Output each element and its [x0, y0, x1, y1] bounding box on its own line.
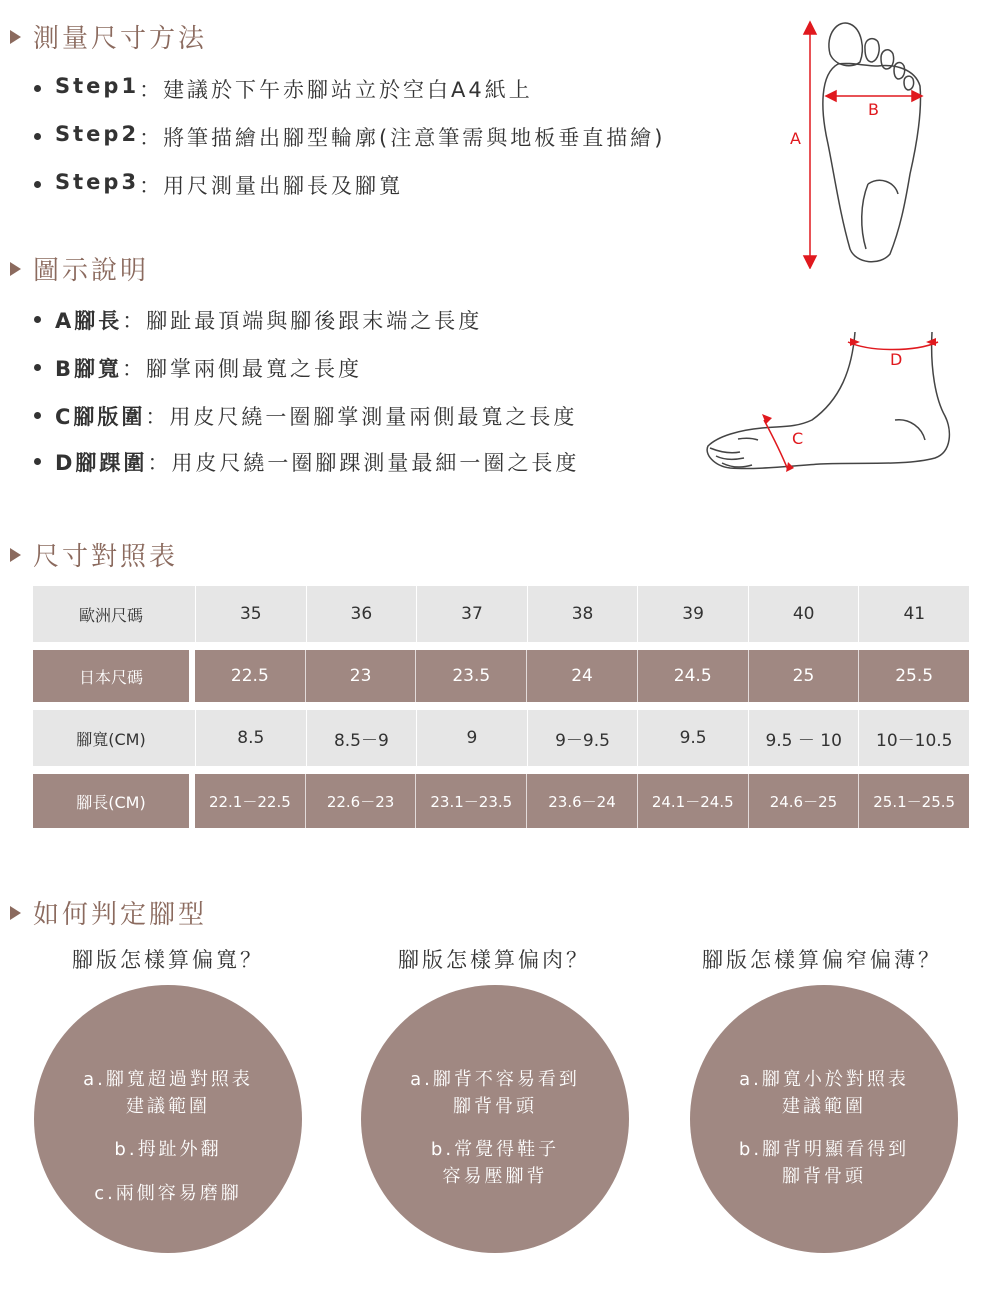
legend-sep: ： [147, 451, 172, 475]
step-label: Step3 [55, 170, 140, 194]
answer-line: a.腳背不容易看到 [410, 1069, 580, 1090]
step-item [34, 74, 533, 104]
answer-line: 容易壓腳背 [442, 1166, 548, 1187]
table-cell: 9.5 [637, 710, 748, 766]
legend-sep: ： [122, 357, 147, 381]
legend-text: 用皮尺繞一圈腳踝測量最細一圈之長度 [171, 451, 580, 475]
foot-side-illustration [700, 320, 960, 480]
answer-line: b.常覺得鞋子 [430, 1139, 560, 1160]
table-row [33, 586, 969, 642]
step-text: 建議於下午赤腳站立於空白A4紙上 [163, 78, 533, 102]
table-cell: 8.5 [195, 710, 306, 766]
answer-line: b.腳背明顯看得到 [738, 1139, 910, 1160]
bullet-dot-icon [34, 364, 41, 371]
table-cell: 24 [526, 650, 637, 702]
legend-label: B腳寬 [55, 357, 123, 381]
section-title-size-chart [10, 536, 178, 573]
table-cell: 23.5 [415, 650, 526, 702]
answer-line: b.拇趾外翻 [114, 1139, 222, 1160]
legend-label: C腳版圍 [55, 405, 146, 429]
table-row [33, 710, 969, 766]
table-cell: 9 [416, 710, 527, 766]
bullet-dot-icon [34, 412, 41, 419]
label-d: D [890, 350, 903, 369]
question-fleshy: 腳版怎樣算偏肉？ [398, 948, 590, 972]
table-cell: 9.5 － 10 [748, 710, 859, 766]
bullet-dot-icon [34, 316, 41, 323]
table-cell: 38 [527, 586, 638, 642]
answer-line: 腳背骨頭 [453, 1096, 537, 1117]
section-title-text: 測量尺寸方法 [33, 24, 208, 54]
row-cells [195, 650, 969, 702]
table-cell: 9－9.5 [527, 710, 638, 766]
answer-line: 建議範圍 [782, 1096, 866, 1117]
answer-circle-narrow [690, 985, 958, 1253]
row-header: 腳長(CM) [33, 774, 189, 828]
table-cell: 24.1－24.5 [637, 774, 748, 828]
table-cell: 23 [305, 650, 416, 702]
table-cell: 10－10.5 [858, 710, 969, 766]
table-cell: 8.5－9 [306, 710, 417, 766]
section-title-legend [10, 250, 149, 287]
triangle-bullet-icon [10, 906, 21, 920]
row-cells [195, 586, 969, 642]
step-sep: ： [139, 126, 164, 150]
table-row [33, 774, 969, 828]
step-text: 用尺測量出腳長及腳寬 [163, 174, 404, 198]
legend-label: A腳長 [55, 309, 123, 333]
answer-circle-fleshy [361, 985, 629, 1253]
label-c: C [792, 429, 804, 448]
legend-text: 腳趾最頂端與腳後跟末端之長度 [146, 309, 483, 333]
table-cell: 35 [195, 586, 306, 642]
section-title-text: 尺寸對照表 [33, 542, 179, 572]
table-cell: 22.1－22.5 [208, 792, 291, 811]
step-item [34, 170, 403, 200]
table-cell: 24.5 [637, 650, 748, 702]
step-sep: ： [139, 174, 164, 198]
step-sep: ： [139, 78, 164, 102]
bullet-dot-icon [34, 181, 41, 188]
legend-text: 用皮尺繞一圈腳掌測量兩側最寬之長度 [169, 405, 578, 429]
triangle-bullet-icon [10, 548, 21, 562]
table-cell: 24.6－25 [748, 774, 859, 828]
triangle-bullet-icon [10, 262, 21, 276]
table-cell: 22.6－23 [305, 774, 416, 828]
step-label: Step1 [55, 74, 140, 98]
label-b: B [868, 100, 879, 119]
legend-text: 腳掌兩側最寬之長度 [146, 357, 363, 381]
answer-line: a.腳寬超過對照表 [83, 1069, 253, 1090]
answer-line: c.兩側容易磨腳 [94, 1183, 242, 1204]
legend-sep: ： [122, 309, 147, 333]
legend-sep: ： [145, 405, 170, 429]
size-table [33, 586, 969, 836]
section-title-foot-type [10, 894, 207, 931]
answer-line: 建議範圍 [126, 1096, 210, 1117]
answer-line: 腳背骨頭 [782, 1166, 866, 1187]
triangle-bullet-icon [10, 30, 21, 44]
table-cell: 40 [748, 586, 859, 642]
table-cell: 37 [416, 586, 527, 642]
row-cells [195, 774, 969, 828]
label-a: A [790, 129, 801, 148]
step-text: 將筆描繪出腳型輪廓(注意筆需與地板垂直描繪) [163, 126, 666, 150]
step-label: Step2 [55, 122, 140, 146]
table-cell: 25.5 [858, 650, 969, 702]
row-header: 歐洲尺碼 [33, 586, 189, 642]
foot-sole-illustration [780, 14, 930, 269]
step-item [34, 122, 665, 152]
row-header: 日本尺碼 [33, 650, 189, 702]
table-cell: 25.1－25.5 [858, 774, 969, 828]
row-cells [195, 710, 969, 766]
question-wide: 腳版怎樣算偏寬？ [72, 948, 264, 972]
table-cell: 25 [748, 650, 859, 702]
section-title-measure [10, 18, 207, 55]
table-cell: 41 [858, 586, 969, 642]
table-row [33, 650, 969, 702]
table-cell: 23.6－24 [526, 774, 637, 828]
legend-item [34, 353, 362, 383]
bullet-dot-icon [34, 85, 41, 92]
answer-circle-wide [34, 985, 302, 1253]
table-cell: 39 [637, 586, 748, 642]
legend-item [34, 447, 579, 477]
answer-line: a.腳寬小於對照表 [739, 1069, 909, 1090]
bullet-dot-icon [34, 458, 41, 465]
table-cell: 36 [306, 586, 417, 642]
table-cell: 22.5 [230, 666, 269, 686]
row-header: 腳寬(CM) [33, 710, 189, 766]
section-title-text: 圖示說明 [33, 256, 150, 286]
question-narrow: 腳版怎樣算偏窄偏薄？ [702, 948, 942, 972]
legend-label: D腳踝圍 [55, 451, 148, 475]
section-title-text: 如何判定腳型 [33, 900, 208, 930]
bullet-dot-icon [34, 133, 41, 140]
legend-item [34, 305, 482, 335]
table-cell: 23.1－23.5 [415, 774, 526, 828]
legend-item [34, 401, 577, 431]
